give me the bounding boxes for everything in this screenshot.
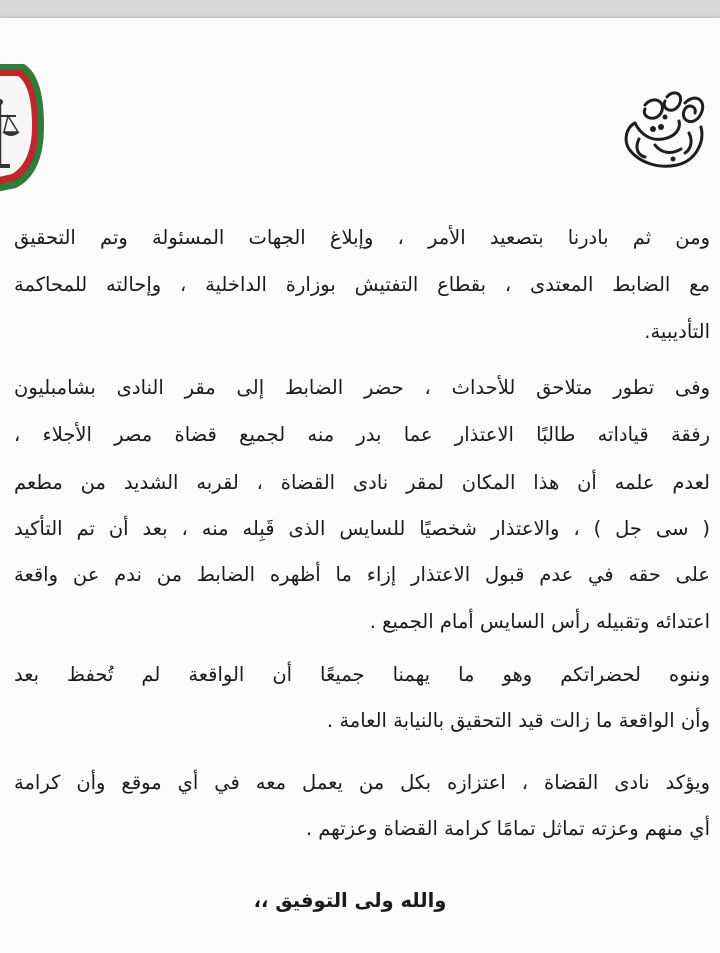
text-line: لعدم علمه أن هذا المكان لمقر نادى القضاة ، لقربه الشديد من مطعم: [14, 471, 710, 494]
text-line: وننوه لحضراتكم وهو ما يهمنا جميعًا أن الواقعة لم تُحفظ بعد: [14, 663, 710, 686]
text-line: مع الضابط المعتدى ، بقطاع التفتيش بوزارة الداخلية ، وإحالته للمحاكمة: [14, 273, 710, 296]
text-line: وأن الواقعة ما زالت قيد التحقيق بالنيابة العامة .: [326, 709, 710, 732]
text-line: ( سى جل ) ، والاعتذار شخصيًا للسايس الذى قَبِله منه ، بعد أن تم التأكيد: [14, 517, 710, 540]
text-line: اعتدائه وتقبيله رأس السايس أمام الجميع .: [369, 610, 710, 633]
letter-page: [0, 18, 720, 953]
text-line: وفى تطور متلاحق للأحداث ، حضر الضابط إلى مقر النادى بشامبليون: [14, 376, 710, 399]
text-line: ويؤكد نادى القضاة ، اعتزازه بكل من يعمل معه في أي موقع وأن كرامة: [14, 771, 710, 794]
text-line: رفقة قياداته طالبًا الاعتذار عما بدر منه لجميع قضاة مصر الأجلاء ،: [14, 423, 710, 446]
text-line: التأديبية.: [644, 320, 710, 343]
text-line: على حقه في عدم قبول الاعتذار إزاء ما أظهره الضابط من ندم عن واقعة: [14, 563, 710, 586]
scales-of-justice-emblem-icon: [0, 56, 48, 196]
text-line: ومن ثم بادرنا بتصعيد الأمر ، وإبلاغ الجهات المسئولة وتم التحقيق: [14, 226, 710, 249]
text-line: أي منهم وعزته تماثل تمامًا كرامة القضاة وعزتهم .: [305, 817, 710, 840]
judges-club-calligraphy-logo-icon: [615, 83, 710, 175]
closing-phrase: والله ولى التوفيق ،،: [253, 889, 447, 912]
